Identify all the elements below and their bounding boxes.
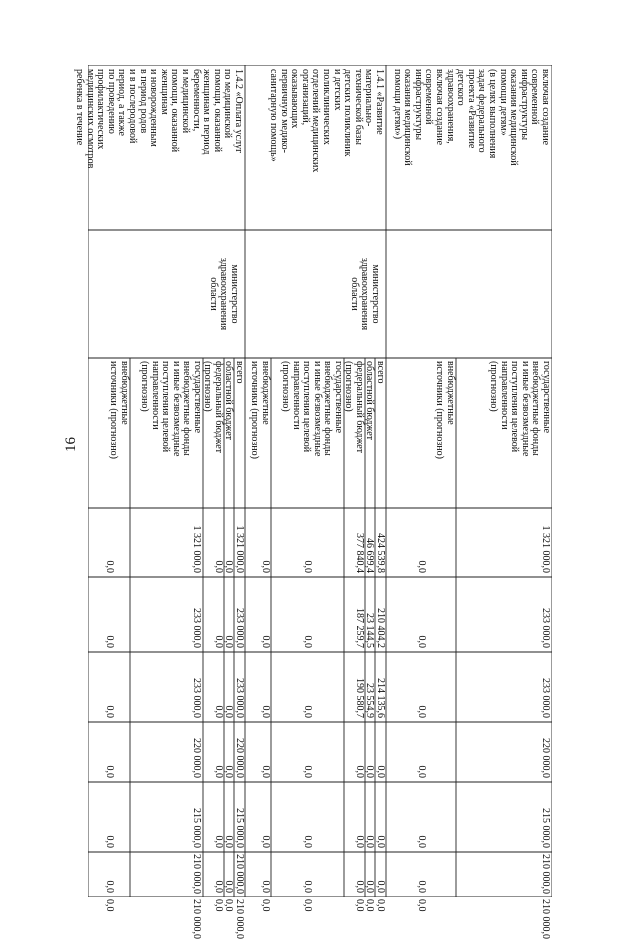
measure-name-line: поликлинических [321, 69, 332, 145]
value-cell: 187 259,7 [354, 608, 365, 648]
measure-name-line: технической базы [352, 69, 364, 145]
measure-name-line: помощи детям») [391, 69, 403, 140]
value-cell: 0,0 [223, 899, 234, 912]
value-cell: 215 000,0 [234, 808, 245, 848]
value-cell: 215 000,0 [191, 808, 202, 848]
value-cell: 0,0 [364, 835, 375, 848]
value-cell: 0,0 [302, 560, 314, 573]
funding-source-line: (прогнозно) [139, 361, 150, 412]
funding-source-line: областной бюджет [223, 361, 234, 441]
measure-name-line: инфраструктуры [412, 69, 424, 141]
measure-name-line: женщинам [158, 69, 170, 115]
funding-source-line: поступления целевой [509, 361, 521, 453]
value-cell: 46 699,4 [364, 538, 375, 573]
funding-source-line: внебюджетные [119, 361, 130, 425]
measure-name-line: по проведению [105, 69, 117, 134]
executor-line: здравоохранения [359, 257, 371, 331]
funding-source-line: областной бюджет [364, 361, 375, 441]
measure-name-line: и новорожденным [148, 69, 160, 147]
value-cell: 0,0 [223, 835, 234, 848]
value-cell: 0,0 [213, 835, 224, 848]
measure-name-line: оказания медицинской [508, 69, 520, 166]
measure-name-line: помощи, оказанной [169, 69, 181, 153]
value-cell: 0,0 [213, 560, 224, 573]
measure-name-line: задач федерального [476, 69, 488, 153]
value-cell: 0,0 [302, 635, 314, 648]
funding-source-line: внебюджетные фонды [322, 361, 334, 456]
value-cell: 0,0 [213, 765, 224, 778]
value-cell: 0,0 [223, 635, 234, 648]
value-cell: 0,0 [416, 765, 427, 778]
value-cell: 0,0 [375, 899, 386, 912]
value-cell: 1 321 000,0 [234, 525, 245, 573]
measure-name-line: современной [529, 69, 541, 125]
measure-name-line: и детских [331, 69, 343, 111]
funding-source-line: внебюджетные [445, 361, 456, 425]
executor-line: министерство [370, 264, 381, 324]
value-cell: 1 321 000,0 [540, 525, 551, 573]
funding-source-line: всего [234, 361, 245, 384]
value-cell: 0,0 [104, 705, 115, 718]
funding-source-line: и иные безвозмездные [519, 361, 531, 457]
value-cell: 0,0 [375, 765, 386, 778]
measure-name-line: оказывающих [289, 69, 301, 129]
value-cell: 23 554,9 [364, 683, 375, 718]
value-cell: 0,0 [104, 899, 115, 912]
measure-name-line: женщинам в период [201, 69, 213, 155]
value-cell: 0,0 [302, 835, 314, 848]
value-cell: 0,0 [223, 705, 234, 718]
funding-source-line: государственные [333, 361, 344, 434]
funding-source-line: источники (прогнозно) [108, 361, 120, 459]
value-cell: 377 840,4 [354, 533, 365, 573]
funding-source-line: (прогнозно) [280, 361, 291, 412]
measure-name-line: медицинских осмотров [84, 69, 96, 169]
value-cell: 0,0 [364, 899, 375, 912]
value-cell: 233 000,0 [234, 608, 245, 648]
measure-name-line: детского [455, 69, 467, 106]
value-cell: 0,0 [104, 635, 115, 648]
value-cell: 220 000,0 [234, 738, 245, 778]
value-cell: 1 321 000,0 [191, 525, 202, 573]
value-cell: 233 000,0 [191, 678, 202, 718]
measure-name-line: (в целях выполнения [487, 69, 498, 159]
value-cell: 0,0 [364, 880, 375, 893]
value-cell: 220 000,0 [191, 738, 202, 778]
funding-source-line: и иные безвозмездные [170, 361, 182, 457]
funding-source-line: направленности [290, 361, 302, 430]
value-cell: 424 539,8 [375, 533, 386, 573]
measure-name-line: помощи, оказанной [211, 69, 223, 153]
value-cell: 0,0 [104, 560, 115, 573]
value-cell: 23 144,5 [364, 613, 375, 648]
executor-line: здравоохранения [218, 257, 230, 331]
funding-source-line: направленности [149, 361, 161, 430]
value-cell: 0,0 [302, 880, 314, 893]
measure-name-line: профилактических [95, 69, 107, 150]
funding-source-line: поступления целевой [160, 361, 172, 453]
value-cell: 233 000,0 [191, 608, 202, 648]
funding-source-line: (прогнозно) [343, 361, 355, 412]
value-cell: 0,0 [354, 765, 365, 778]
value-cell: 0,0 [223, 560, 234, 573]
measure-name-line: детских поликлиник [342, 69, 354, 157]
measure-name-line: включая создание [540, 69, 551, 146]
value-cell: 0,0 [213, 635, 224, 648]
measure-name-line: оказания медицинской [402, 69, 414, 166]
value-cell: 0,0 [416, 705, 427, 718]
value-cell: 0,0 [416, 899, 427, 912]
funding-source-line: федеральный бюджет [213, 361, 224, 454]
measure-name-line: и медицинской [180, 69, 191, 134]
value-cell: 0,0 [375, 835, 386, 848]
funding-source-line: направленности [498, 361, 510, 430]
measure-name-line: здравоохранения, [444, 69, 456, 144]
value-cell: 210 000,0 [234, 899, 245, 939]
value-cell: 0,0 [364, 765, 375, 778]
measure-name-line: беременности, [190, 69, 202, 132]
executor-line: области [348, 277, 360, 311]
funding-source-line: федеральный бюджет [354, 361, 365, 454]
measure-name-line: первичную медико- [278, 69, 290, 153]
funding-source-line: поступления целевой [301, 361, 313, 453]
funding-source-line: всего [375, 361, 386, 384]
table-grid [88, 65, 552, 897]
measure-name-line: включая создание [434, 69, 445, 146]
value-cell: 0,0 [354, 880, 365, 893]
value-cell: 0,0 [260, 635, 271, 648]
funding-source-line: внебюджетные [260, 361, 271, 425]
value-cell: 0,0 [416, 635, 427, 648]
measure-name-line: современной [423, 69, 435, 125]
value-cell: 0,0 [416, 880, 427, 893]
value-cell: 0,0 [260, 765, 271, 778]
funding-source-line: внебюджетные фонды [530, 361, 542, 456]
budget-table [74, 65, 552, 939]
value-cell: 215 000,0 [540, 808, 551, 848]
value-cell: 0,0 [213, 880, 224, 893]
value-cell: 0,0 [260, 705, 271, 718]
funding-source-line: (прогнозно) [488, 361, 499, 412]
value-cell: 0,0 [260, 560, 271, 573]
value-cell: 210 000,0 [540, 854, 551, 894]
value-cell: 210 000,0 [191, 854, 202, 894]
value-cell: 0,0 [260, 899, 271, 912]
value-cell: 233 000,0 [234, 678, 245, 718]
value-cell: 0,0 [260, 880, 271, 893]
executor-line: министерство [229, 264, 240, 324]
value-cell: 0,0 [302, 765, 314, 778]
value-cell: 0,0 [104, 835, 115, 848]
value-cell: 233 000,0 [540, 678, 551, 718]
measure-name-line: инфраструктуры [518, 69, 530, 141]
measure-name-line: и в послеродовой [127, 69, 138, 144]
measure-name-line: материально- [363, 69, 375, 127]
measure-name-line: организаций, [299, 69, 311, 126]
value-cell: 233 000,0 [540, 608, 551, 648]
measure-name-line: проекта «Развитие [465, 69, 477, 149]
value-cell: 0,0 [213, 705, 224, 718]
value-cell: 0,0 [223, 880, 234, 893]
value-cell: 0,0 [302, 899, 314, 912]
measure-name-line: санитарную помощь» [268, 69, 279, 162]
value-cell: 0,0 [213, 899, 224, 912]
value-cell: 0,0 [416, 835, 427, 848]
value-cell: 190 580,7 [354, 678, 365, 718]
funding-source-line: (прогнозно) [202, 361, 214, 412]
value-cell: 0,0 [104, 880, 115, 893]
measure-name-line: 1.4.2 «Оплата услуг [233, 69, 244, 154]
measure-name-line: помощи детям» [497, 69, 509, 136]
value-cell: 0,0 [223, 765, 234, 778]
measure-name-line: отделений медицинских [310, 69, 322, 173]
value-cell: 210 000,0 [540, 899, 551, 939]
value-cell: 210 000,0 [234, 854, 245, 894]
funding-source-line: источники (прогнозно) [434, 361, 446, 459]
value-cell: 214 135,6 [375, 678, 386, 718]
value-cell: 220 000,0 [540, 738, 551, 778]
measure-name-line: по медицинской [222, 69, 234, 139]
value-cell: 0,0 [354, 899, 365, 912]
measure-name-line: период, а также [116, 69, 128, 136]
value-cell: 210 000,0 [191, 899, 202, 939]
value-cell: 0,0 [260, 835, 271, 848]
funding-source-line: внебюджетные фонды [181, 361, 193, 456]
measure-name-line: ребенка в течение [74, 69, 85, 146]
page-number: 16 [63, 437, 79, 452]
value-cell: 0,0 [104, 765, 115, 778]
value-cell: 0,0 [302, 705, 314, 718]
measure-name-line: 1.4.1 «Развитие [374, 69, 385, 135]
funding-source-line: и иные безвозмездные [311, 361, 323, 457]
value-cell: 0,0 [375, 880, 386, 893]
funding-source-line: источники (прогнозно) [249, 361, 261, 459]
value-cell: 0,0 [416, 560, 427, 573]
funding-source-line: государственные [192, 361, 203, 434]
funding-source-line: государственные [541, 361, 552, 434]
value-cell: 210 404,2 [375, 608, 386, 648]
measure-name-line: в период родов [137, 69, 149, 134]
value-cell: 0,0 [354, 835, 365, 848]
executor-line: области [207, 277, 219, 311]
